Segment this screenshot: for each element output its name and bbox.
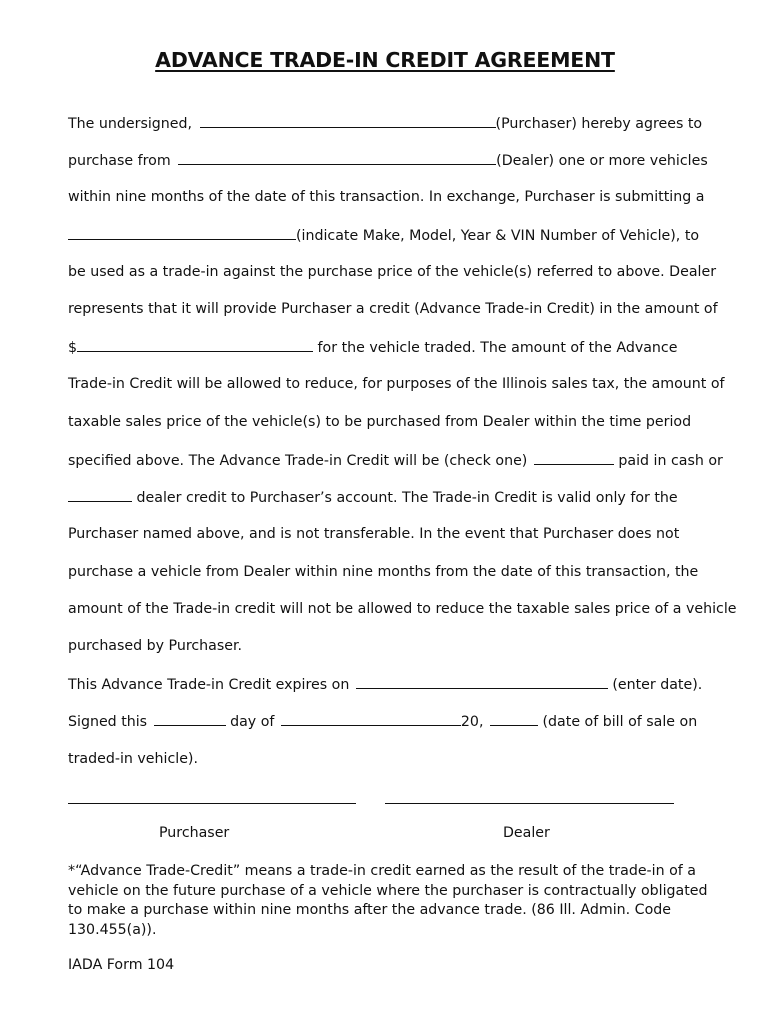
- text-line: Purchaser named above, and is not transferable. In the event that Purchaser does not: [68, 526, 680, 542]
- text-segment: (date of bill of sale on: [542, 714, 698, 730]
- text-line: [68, 226, 699, 245]
- text-line: [68, 338, 677, 357]
- text-line: taxable sales price of the vehicle(s) to be purchased from Dealer within the time period: [68, 414, 692, 430]
- text-segment: specified above. The Advance Trade-in Credit will be (check one): [68, 453, 528, 469]
- signed-year-field[interactable]: [490, 712, 538, 726]
- text-line: [68, 451, 723, 470]
- text-segment: Signed this: [68, 714, 148, 730]
- text-line: represents that it will provide Purchaser a credit (Advance Trade-in Credit) in the amount of: [68, 301, 718, 317]
- text-line: within nine months of the date of this transaction. In exchange, Purchaser is submitting a: [68, 189, 705, 205]
- footnote: *“Advance Trade-Credit” means a trade-in credit earned as the result of the trade-in of a vehicle on the future purchase of a vehicle where the purchaser is contractually obligated to make a purchase within nine months after the advance trade. (86 Ill. Admin. Code 130.455(a)).: [68, 863, 708, 938]
- text-segment: paid in cash or: [618, 453, 723, 469]
- text-line: amount of the Trade-in credit will not be allowed to reduce the taxable sales price of a vehicle: [68, 601, 737, 617]
- dealer-signature-label: Dealer: [503, 825, 550, 841]
- text-segment: (Purchaser) hereby agrees to: [495, 116, 703, 132]
- purchaser-signature-line[interactable]: [68, 803, 356, 804]
- text-line: Trade-in Credit will be allowed to reduce, for purposes of the Illinois sales tax, the amount of: [68, 376, 725, 392]
- text-segment: day of: [230, 714, 275, 730]
- text-line: purchased by Purchaser.: [68, 638, 243, 654]
- text-segment: (indicate Make, Model, Year & VIN Number of Vehicle), to: [296, 228, 700, 244]
- text-segment: (enter date).: [612, 677, 703, 693]
- signed-day-field[interactable]: [154, 712, 226, 726]
- text-segment: The undersigned,: [68, 116, 193, 132]
- text-segment: 20,: [460, 714, 484, 730]
- document-title: ADVANCE TRADE-IN CREDIT AGREEMENT: [155, 48, 615, 72]
- cash-check-field[interactable]: [534, 451, 614, 465]
- vehicle-info-field[interactable]: [68, 226, 296, 240]
- text-segment: $: [68, 340, 78, 356]
- form-identifier: IADA Form 104: [68, 957, 175, 973]
- purchaser-signature-label: Purchaser: [159, 825, 230, 841]
- text-line: [68, 488, 678, 507]
- credit-amount-field[interactable]: [77, 338, 313, 352]
- text-line: [68, 114, 702, 133]
- expiry-date-field[interactable]: [356, 675, 608, 689]
- text-line: [68, 151, 708, 170]
- text-segment: for the vehicle traded. The amount of the Advance: [317, 340, 678, 356]
- text-line: be used as a trade-in against the purchase price of the vehicle(s) referred to above. Dealer: [68, 264, 717, 280]
- dealer-name-field[interactable]: [178, 151, 496, 165]
- signed-line: [68, 712, 697, 731]
- expiry-line: [68, 675, 702, 694]
- signed-month-field[interactable]: [281, 712, 461, 726]
- text-line: purchase a vehicle from Dealer within nine months from the date of this transaction, the: [68, 564, 699, 580]
- text-segment: This Advance Trade-in Credit expires on: [68, 677, 350, 693]
- dealer-credit-check-field[interactable]: [68, 488, 132, 502]
- dealer-signature-line[interactable]: [385, 803, 674, 804]
- text-segment: dealer credit to Purchaser’s account. The Trade-in Credit is valid only for the: [136, 490, 678, 506]
- text-line: traded-in vehicle).: [68, 751, 198, 767]
- text-segment: (Dealer) one or more vehicles: [496, 153, 708, 169]
- purchaser-name-field[interactable]: [200, 114, 496, 128]
- text-segment: purchase from: [68, 153, 171, 169]
